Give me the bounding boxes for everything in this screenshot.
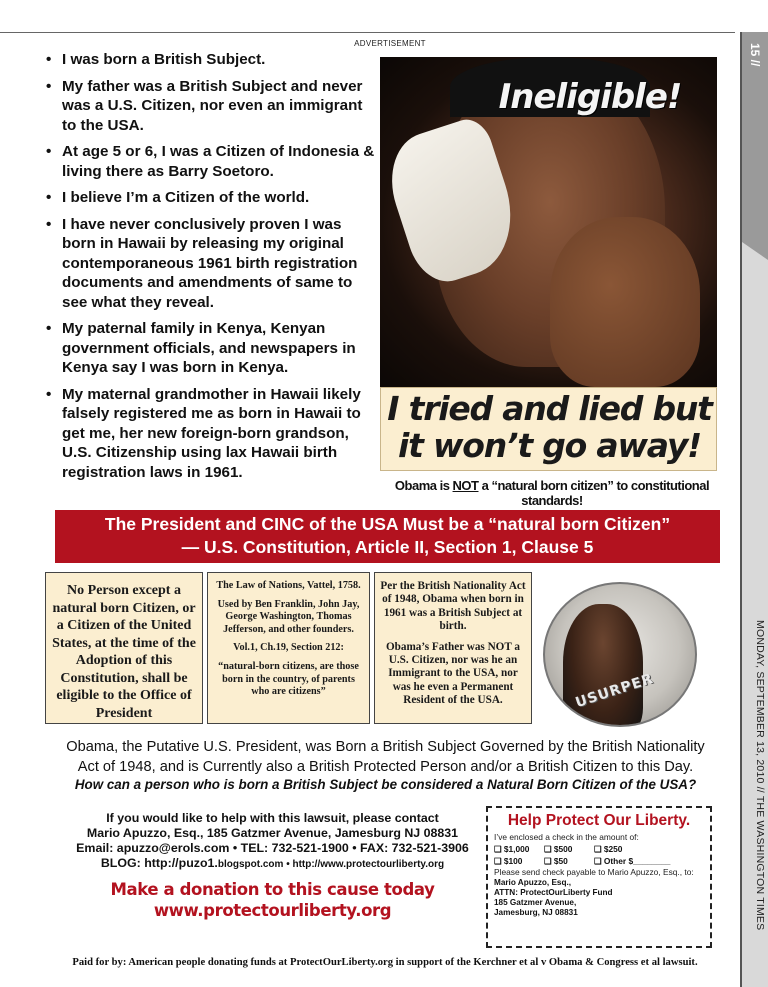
claim-item: • I was born a British Subject. xyxy=(44,50,379,70)
donate-callout xyxy=(70,879,475,921)
vattel-section: Vol.1, Ch.19, Section 212: xyxy=(233,642,344,654)
vattel-title: The Law of Nations, Vattel, 1758. xyxy=(216,580,361,591)
claim-item: • My maternal grandmother in Hawaii likely falsely registered me as born in Hawaii to get me, her new foreign-born grandson, U.S. Citizenship using lax Hawaii birth registration laws in 1961. xyxy=(44,385,379,483)
coupon-payable: Please send check payable to Mario Apuzzo, Esq., to: xyxy=(494,867,694,877)
caption-line-1: I tried and lied but xyxy=(387,389,712,428)
usurper-stamp: USURPER xyxy=(573,670,656,712)
coin-image xyxy=(543,582,697,727)
note-suffix: a “natural born citizen” to constitutional standards! xyxy=(478,478,710,508)
contact-blog xyxy=(70,856,475,872)
vattel-box xyxy=(207,572,370,724)
british-nationality-para-1: Per the British Nationality Act of 1948, Obama when born in 1961 was a British Subject at birth. xyxy=(380,580,526,633)
coupon-header: Help Protect Our Liberty. xyxy=(507,812,691,829)
contact-line-2: Mario Apuzzo, Esq., 185 Gatzmer Avenue, Jamesburg NJ 08831 xyxy=(86,826,459,840)
closing-question: How can a person who is born a British Subject be considered a Natural Born Citizen of the USA? xyxy=(74,777,697,792)
coupon-intro: I’ve enclosed a check in the amount of: xyxy=(494,832,639,842)
blog-urls: blogspot.com • http://www.protectourliberty.org xyxy=(217,859,445,870)
claim-item: • I have never conclusively proven I was born in Hawaii by releasing my original contemporaneous 1961 birth registration documents and amendments of same to see what they reveal. xyxy=(44,215,379,313)
constitution-banner xyxy=(55,510,720,563)
banner-line-2: — U.S. Constitution, Article II, Section 1, Clause 5 xyxy=(181,537,594,557)
coupon-address-1: Mario Apuzzo, Esq., xyxy=(494,878,572,887)
natural-born-note xyxy=(372,478,732,508)
donate-line: Make a donation to this cause today xyxy=(110,880,435,899)
paid-for-disclaimer: Paid for by: American people donating funds at ProtectOurLiberty.org in support of the Kerchner et al v Obama & Congress et al lawsuit. xyxy=(72,957,698,968)
caption-line-2: it won’t go away! xyxy=(398,426,701,465)
amount-option: ❑ $100 xyxy=(494,856,523,866)
amount-option: ❑ $1,000 xyxy=(494,844,530,854)
amount-row-2 xyxy=(494,855,704,867)
amount-option: ❑ $250 xyxy=(594,844,623,854)
top-rule xyxy=(0,32,735,33)
advertisement-label: ADVERTISEMENT xyxy=(354,39,426,48)
amount-option: ❑ Other $________ xyxy=(594,856,671,866)
statement-text xyxy=(48,738,723,777)
statement-line-1: Obama, the Putative U.S. President, was Born a British Subject Governed by the British Nationality xyxy=(66,739,705,755)
claims-list xyxy=(44,50,379,489)
coupon-address-4: Jamesburg, NJ 08831 xyxy=(494,908,578,917)
vattel-used-by: Used by Ben Franklin, John Jay, George Washington, Thomas Jefferson, and other founders. xyxy=(217,598,360,635)
donate-url: www.protectourliberty.org xyxy=(153,901,392,920)
photo-caption-box xyxy=(380,387,717,471)
note-emphasis: NOT xyxy=(452,478,479,493)
vattel-quote: “natural-born citizens, are those born in the country, of parents who are citizens” xyxy=(218,660,359,698)
photo-headline: Ineligible! xyxy=(498,77,682,117)
british-nationality-para-2: Obama’s Father was NOT a U.S. Citizen, nor was he an Immigrant to the USA, nor was he even a Permanent Resident of the USA. xyxy=(385,640,521,707)
note-prefix: Obama is xyxy=(394,478,453,493)
amount-option: ❑ $500 xyxy=(544,844,573,854)
publication-dateline: MONDAY, SEPTEMBER 13, 2010 // THE WASHINGTON TIMES xyxy=(754,620,766,931)
coupon-address-2: ATTN: ProtectOurLiberty Fund xyxy=(494,888,613,897)
photo-hand xyxy=(550,217,700,387)
constitution-quote: No Person except a natural born Citizen, or a Citizen of the United States, at the time of the Adoption of this Constitution, shall be eligible to the Office of President xyxy=(52,583,196,721)
contact-block xyxy=(70,811,475,872)
constitution-quote-box xyxy=(45,572,203,724)
coin-portrait xyxy=(563,604,643,727)
amount-row-1 xyxy=(494,843,704,855)
claim-item: • My father was a British Subject and never was a U.S. Citizen, nor even an immigrant to the USA. xyxy=(44,77,379,136)
british-nationality-box xyxy=(374,572,532,724)
contact-line-1: If you would like to help with this lawsuit, please contact xyxy=(106,811,439,825)
photo-caption xyxy=(381,390,718,464)
claim-item: • I believe I’m a Citizen of the world. xyxy=(44,188,379,208)
contact-line-3: Email: apuzzo@erols.com • TEL: 732-521-1900 • FAX: 732-521-3906 xyxy=(76,841,469,855)
coupon-address-3: 185 Gatzmer Avenue, xyxy=(494,898,577,907)
blog-label: BLOG: http://puzo1. xyxy=(100,856,218,870)
banner-line-1: The President and CINC of the USA Must be a “natural born Citizen” xyxy=(104,514,671,534)
statement-line-2: Act of 1948, and is Currently also a British Protected Person and/or a British Citizen to this Day. xyxy=(77,758,694,775)
portrait-photo xyxy=(380,57,717,387)
donation-coupon xyxy=(486,806,712,948)
amount-option: ❑ $50 xyxy=(544,856,568,866)
claim-item: • My paternal family in Kenya, Kenyan government officials, and newspapers in Kenya say I was born in Kenya. xyxy=(44,319,379,378)
page-number: 15 // xyxy=(748,43,762,67)
claim-item: • At age 5 or 6, I was a Citizen of Indonesia & living there as Barry Soetoro. xyxy=(44,142,379,181)
